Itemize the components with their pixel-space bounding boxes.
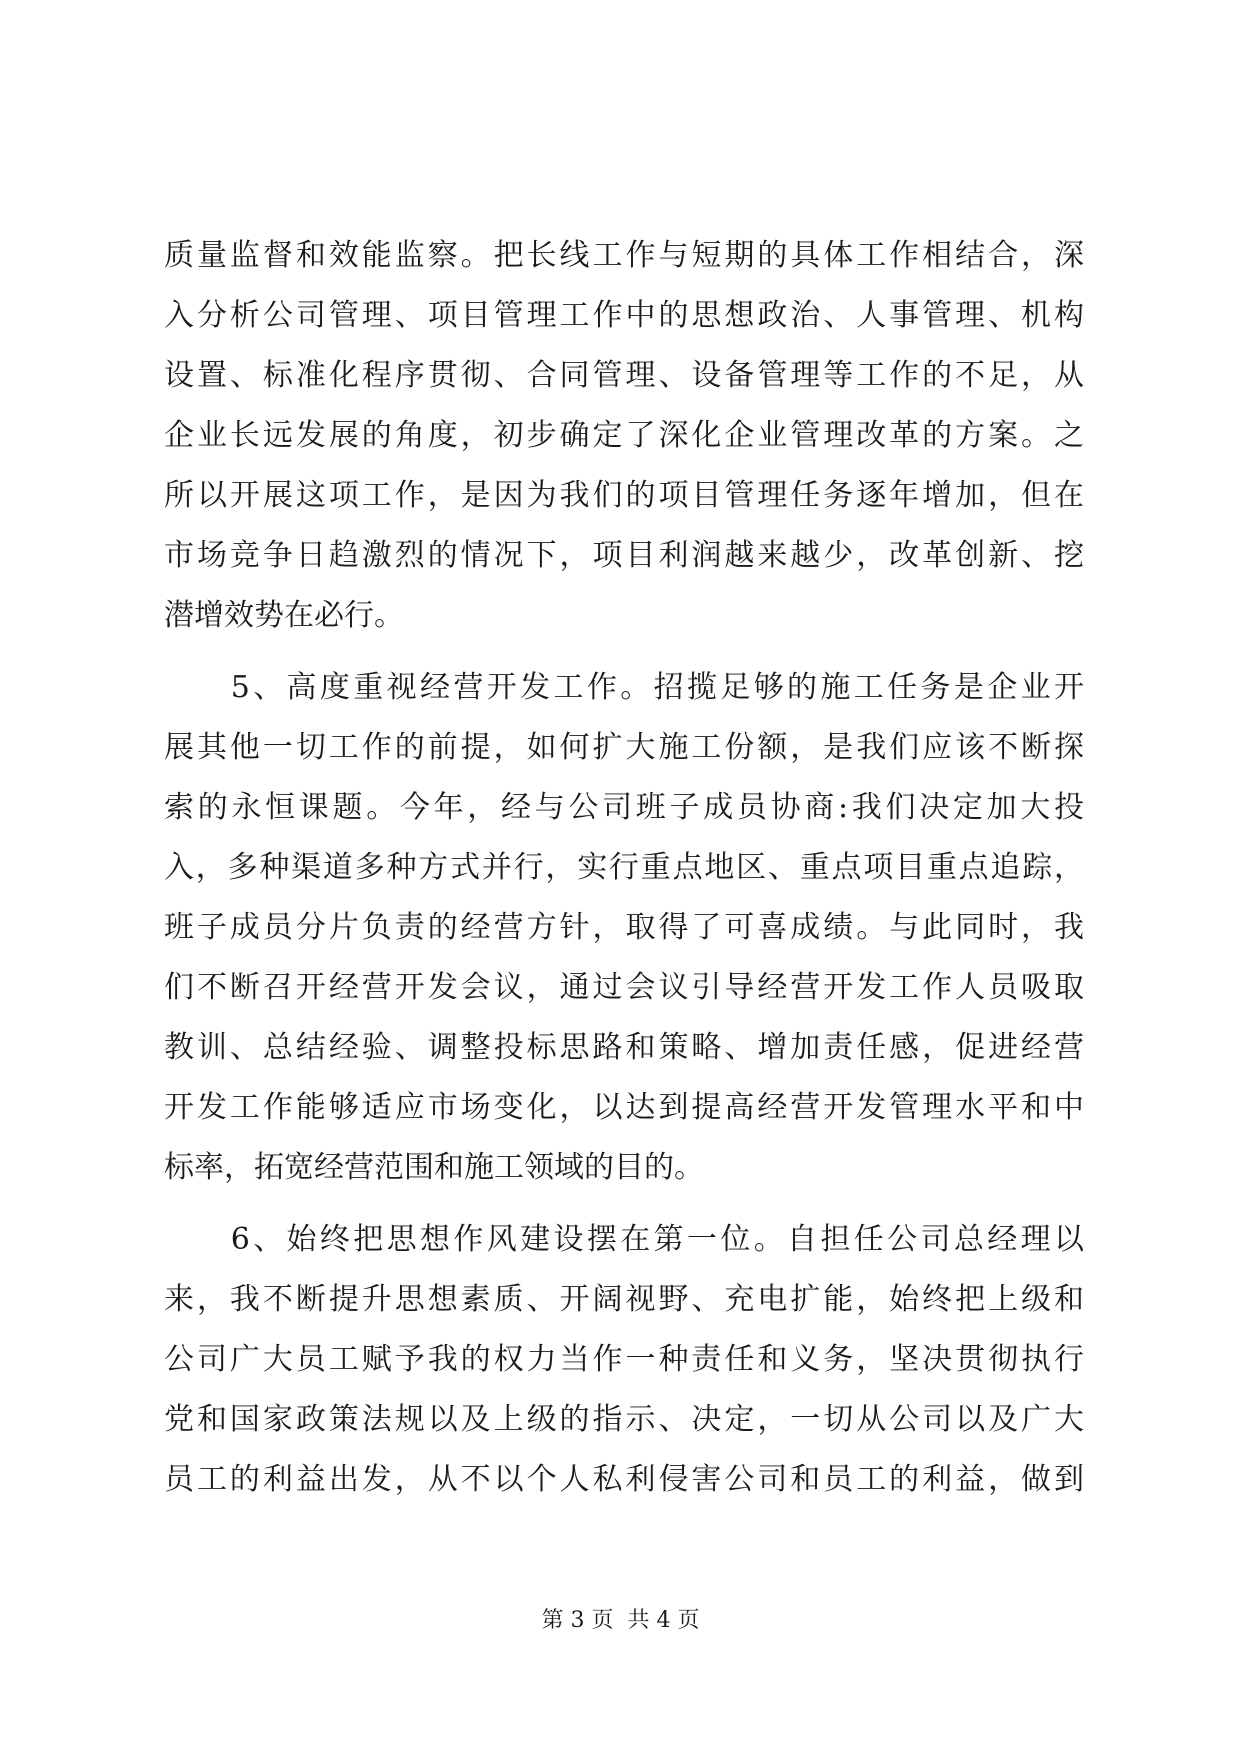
text-line-20: 党和国家政策法规以及上级的指示、决定，一切从公司以及广大 [164, 1402, 1084, 1437]
body-text [164, 226, 1084, 1510]
text-line-11: 入，多种渠道多种方式并行，实行重点地区、重点项目重点追踪， [164, 850, 1084, 885]
text-line-18: 来，我不断提升思想素质、开阔视野、充电扩能，始终把上级和 [164, 1282, 1084, 1317]
text-line-10: 索的永恒课题。今年，经与公司班子成员协商:我们决定加大投 [164, 790, 1084, 825]
text-line-21: 员工的利益出发，从不以个人私利侵害公司和员工的利益，做到 [164, 1462, 1084, 1497]
text-line-6: 市场竞争日趋激烈的情况下，项目利润越来越少，改革创新、挖 [164, 538, 1084, 573]
text-line-13: 们不断召开经营开发会议，通过会议引导经营开发工作人员吸取 [164, 970, 1084, 1005]
text-line-1: 质量监督和效能监察。把长线工作与短期的具体工作相结合，深 [164, 238, 1084, 273]
text-line-9: 展其他一切工作的前提，如何扩大施工份额，是我们应该不断探 [164, 730, 1084, 765]
text-line-16: 标率，拓宽经营范围和施工领域的目的。 [164, 1150, 704, 1185]
text-line-3: 设置、标准化程序贯彻、合同管理、设备管理等工作的不足，从 [164, 358, 1084, 393]
text-line-8: 5、高度重视经营开发工作。招揽足够的施工任务是企业开 [164, 670, 1084, 705]
text-line-15: 开发工作能够适应市场变化，以达到提高经营开发管理水平和中 [164, 1090, 1084, 1125]
text-line-19: 公司广大员工赋予我的权力当作一种责任和义务，坚决贯彻执行 [164, 1342, 1084, 1377]
text-line-2: 入分析公司管理、项目管理工作中的思想政治、人事管理、机构 [164, 298, 1084, 333]
text-line-14: 教训、总结经验、调整投标思路和策略、增加责任感，促进经营 [164, 1030, 1084, 1065]
page-number-label: 第 3 页 共 4 页 [541, 1608, 700, 1633]
page-footer [0, 1606, 1241, 1636]
text-line-17: 6、始终把思想作风建设摆在第一位。自担任公司总经理以 [164, 1222, 1084, 1257]
text-line-5: 所以开展这项工作，是因为我们的项目管理任务逐年增加，但在 [164, 478, 1084, 513]
text-line-4: 企业长远发展的角度，初步确定了深化企业管理改革的方案。之 [164, 418, 1084, 453]
text-line-7: 潜增效势在必行。 [164, 598, 404, 633]
text-line-12: 班子成员分片负责的经营方针，取得了可喜成绩。与此同时，我 [164, 910, 1084, 945]
